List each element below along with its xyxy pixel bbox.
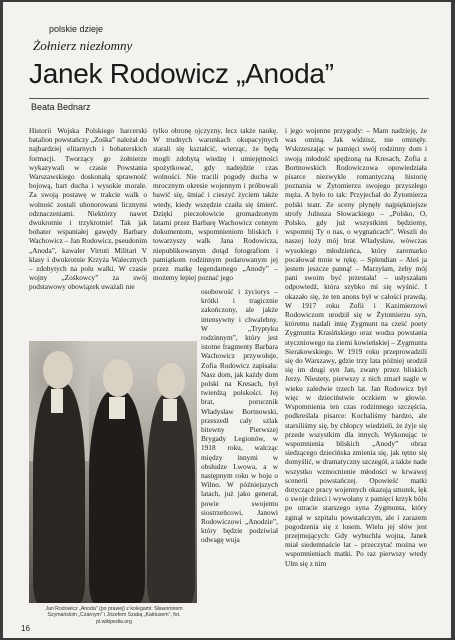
- photo-person-right-head: [157, 363, 185, 399]
- article-column-2: [153, 126, 278, 286]
- photo-person-middle: [89, 391, 145, 603]
- section-label: polskie dzieje: [49, 24, 104, 34]
- photo-person-left: [33, 383, 85, 603]
- photo-person-right-shirt: [163, 399, 177, 421]
- photo-person-right: [147, 393, 195, 603]
- article-title: Janek Rodowicz „Anoda”: [29, 58, 334, 89]
- article-photo: [29, 341, 197, 603]
- page-number: 16: [21, 624, 30, 633]
- column-2b-text: osobowość i życiorys – krótki i tragicznie zakończony, ale jakże intensywny i chwalebny. W „Tryptyku rodzinnym”, który jest istotne fragmenty Barbara Wachowicz przywołuje, Zofia Rodowicz zapisała: Nasz dom, jak każdy dom polski na Kresach, był twierdzą polskości. Jej brat, porucznik Władysław Bortnowski, przeszedł cały szlak bitewny Pierwszej Brygady Legionów, w 1918 roku, walcząc między innymi w obsłudze Lwowa, a w następnym roku w boju o Wilno. W późniejszych latach, już jako generał, powie swojemu siostrzeńcowi, Janowi Rodowiczowi „Anodzie”, który będzie podziwiał odwagę wuja: [201, 287, 278, 545]
- photo-person-middle-shirt: [109, 397, 125, 419]
- article-subtitle: Żołnierz niezłomny: [33, 38, 133, 53]
- photo-person-middle-head: [103, 359, 133, 397]
- article-author: Beata Bednarz: [31, 102, 91, 112]
- title-divider: [29, 98, 429, 99]
- magazine-page: [3, 2, 451, 638]
- article-column-1: [29, 126, 147, 340]
- article-column-2-continued: [201, 287, 278, 617]
- photo-person-left-shirt: [51, 389, 63, 413]
- photo-caption: Jan Rodowicz „Anoda” (po prawej) z kolegami: Sławomirem Szymańskim „Czarnym” i Józefem Szabą „Kaktusem”, fot. pl.wikipedia.org: [45, 606, 183, 625]
- column-2-text: tylko obronę ojczyzny, lecz także naukę. W trudnych warunkach okupacyjnych starali się kształcić, wierząc, że będą mogli zdobytą wiedzę i umiejętności spożytkować, gdy nadejdzie czas wolności. Nie tracili pogody ducha w mrocznym okresie wojennym i próbowali bawić się, śmiać i cieszyć życiem także wtedy, kiedy wszędzie czaiła się śmierć. Dzięki pieczołowicie gromadzonym latami przez Barbarę Wachowicz cennym dokumentom, wspomnieniom bliskich i towarzyszy walk Jana Rodowicza, niepublikowanym dotąd fotografiom i pamiątkom rodzinnym podarowanym jej przez matkę legendarnego „Anody” – możemy lepiej poznać jego: [153, 126, 278, 283]
- column-1-text: Historii Wojska Polskiego harcerski batalion powstańczy „Zośka” należał do najbardziej elitarnych i bohaterskich formacji. Tworzący go żołnierze wykazywali w czasie Powstania Warszawskiego doskonałą sprawność bojową, hart ducha i wysokie morale. Za swoją postawę w trakcie walk o wolność zostali uhonorowani licznymi odznaczeniami. Niektórzy nawet dwukrotnie i trzykrotnie! Tak jak bohater wspaniałej gawędy Barbary Wachowicz – Jan Rodowicz, pseudonim „Anoda”, kawaler Virtuti Militari V klasy i dwukrotnie Krzyża Walecznych – zdobytych na polu walki. W czasie wojny „Zośkowcy” za swój podstawowy obowiązek uważali nie: [29, 126, 147, 292]
- photo-person-left-head: [43, 351, 73, 389]
- column-3-text: i jego wojenne przygody: – Mam nadzieję, że was ominą. Jak widzisz, nie ominęły. Wskrzeszając w pamięci swój rodzinny dom i swoją młodość spędzoną na Kresach, Zofia z Bortnowskich Rodowiczowa opowiedziała pisarce niezwykle romantyczną historię poznania w Żytomierzu swojego przyszłego męża. A było to tak: Przyjechał do Żytomierza polski teatr. Ze sceny płynęły najpiękniejsze strofy Juliusza Słowackiego – „Polsko, O, Polsko, gdy już wszystkimi będziemy, wspomnij Ty o nas, o wygnańcach”. Weszli do naszej loży mój brat Władysław, wówczas wysokiego młodzieńca, który zaremarko pocałował mnie w rękę. – Splendian – Aleś ja jestem jeszcze panną! – Marzyłam, żeby mój pani swoim być przestała! – usłyszałam odpowiedź, która szybko mi się wyśnić. I okazało się, że ten anons był w całości prawdą. W 1917 roku Zofii i Kazimierzowi Rodowiczom urodził się w Żytomierzu syn, któremu nadali imię Zygmunt na cześć poety Zygmunta Krasińskiego oraz wodza powstania styczniowego na ziemi kowieńskiej – Zygmunta Sierakowskiego. W 1919 roku przeprowadzili się do Warszawy, gdzie trzy lata później urodził się im drugi syn Jan, zwany przez bliskich Jerzy. Niestety, pierwszy z nich zmarł nagle w wieku zaledwie trzech lat. Jan Rodowicz był więc w dzieciństwie oczkiem w głowie. Wspomnienia ten czas rodzinnego szczęścia, podkreślała pisarce: Kochaliśmy bardzo, ale starsiliśmy się, by chłopcy wiedzieli, że żyje się przede wszystkim dla innych. Wykonując te wspomnienia bliskich „Anody” obraz siedzącego dziecińska zmienia się, jak tętno się domyślić, w dramatyczny szczegół, a także nade wszystko wzmocnienie młodości w krwawej scenerii powstańczej. Opowieść matki dotyczące pracy wojennych okazują smutek, lęk o swoje dzieci i wywołany z pamięci krzyk bólu po utracie starszego syna Zygmunta, który zginął w szpitalu powstańczym, ale i zarazem pogodzenia się z losem. Wielu jej słów jest przejmujących: Gdy wybuchła wojna, Janek miał siedemnaście lat – przeczytać można we wspomnieniach matki. Po raz pierwszy wtedy Ulm się z nim: [285, 126, 427, 568]
- article-column-3: [285, 126, 427, 616]
